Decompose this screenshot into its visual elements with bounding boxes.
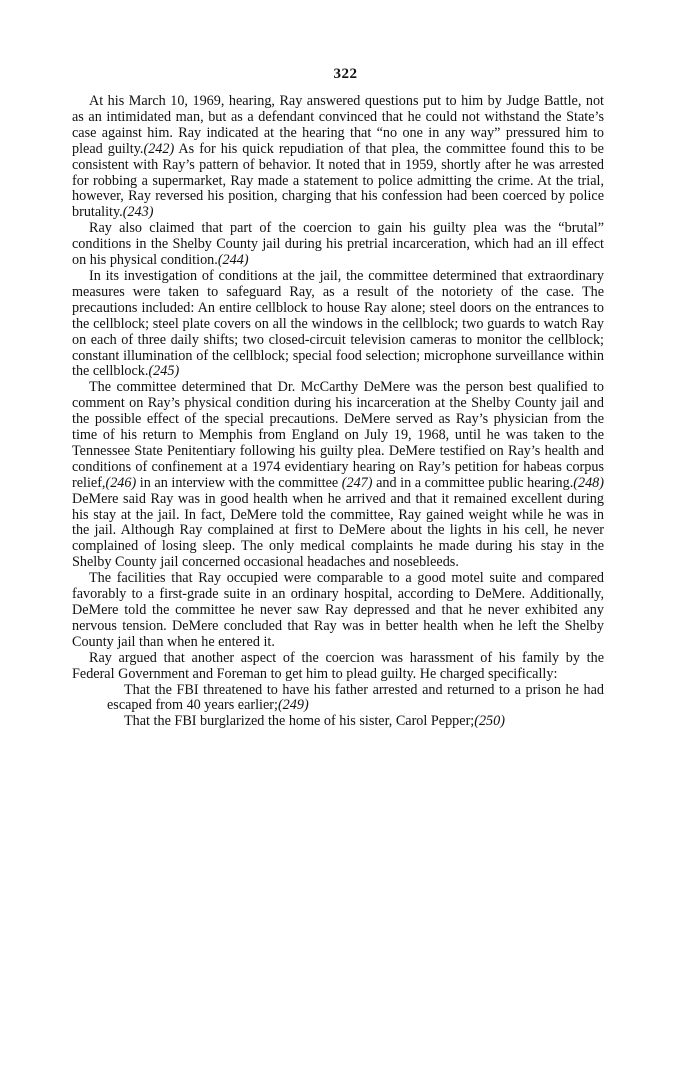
paragraph-text: As for his quick repudiation of that plea, the committee found this to be consistent with Ray’s pattern of behavior. It noted that in 1959, shortly after he was arrested for robbing a supermarket, Ray made a statement to police admitting the crime. At the trial, however, Ray reversed his position, charging that his confession had been coerced by police brutality.: [72, 140, 604, 221]
body-paragraph: [72, 651, 604, 683]
body-paragraph: [72, 380, 604, 571]
citation-reference: (242): [143, 140, 175, 157]
paragraph-text: At his March 10, 1969, hearing, Ray answered questions put to him by Judge Battle, not as an intimidated man, but as a defendant convinced that he could not withstand the State’s case against him. Ray indicated at the hearing that “no one in any way” pressured him to plead guilty.: [72, 93, 604, 157]
paragraph-text: In its investigation of conditions at the jail, the committee determined that extraordinary measures were taken to safeguard Ray, as a result of the notoriety of the case. The precautions included: An entire cellblock to house Ray alone; steel doors on the entrances to the cellblock; steel plate covers on all the windows in the cellblock; two guards to watch Ray on each of three daily shifts; two closed-circuit television cameras to monitor the cellblock; constant illumination of the cellblock; special food selection; microphone surveillance within the cellblock.: [72, 267, 604, 380]
paragraph-text: The committee determined that Dr. McCarthy DeMere was the person best qualified to comment on Ray’s physical condition during his incarceration at the Shelby County jail and the possible effect of the special precautions. DeMere served as Ray’s physician from the time of his return to Memphis from England on July 19, 1968, until he was taken to the Tennessee State Penitentiary following his guilty plea. DeMere testified on Ray’s health and conditions of confinement at a 1974 evidentiary hearing on Ray’s petition for habeas corpus relief,: [72, 379, 604, 491]
paragraph-text: That the FBI burglarized the home of his sister, Carol Pepper;: [124, 713, 475, 730]
body-text: [72, 94, 604, 730]
paragraph-text: The facilities that Ray occupied were comparable to a good motel suite and compared favorably to a first-grade suite in an ordinary hospital, according to DeMere. Additionally, DeMere told the committee he never saw Ray depressed and that he never exhibited any nervous tension. DeMere concluded that Ray was in better health when he left the Shelby County jail than when he entered it.: [72, 570, 604, 650]
citation-reference: (249): [277, 697, 309, 714]
citation-reference: (246): [105, 474, 137, 491]
body-paragraph: [72, 94, 604, 221]
quoted-charge-paragraph: [72, 714, 604, 730]
body-paragraph: [72, 221, 604, 269]
citation-reference: (250): [474, 713, 505, 730]
citation-reference: (243): [122, 204, 154, 221]
citation-reference: (244): [217, 252, 249, 269]
paragraph-text: That the FBI threatened to have his father arrested and returned to a prison he had escaped from 40 years earlier;: [107, 681, 604, 714]
citation-reference: (245): [148, 363, 180, 380]
page-number: 322: [333, 66, 358, 82]
paragraph-text: and in a committee public hearing.: [372, 474, 574, 491]
quoted-charge-paragraph: [72, 683, 604, 715]
citation-reference: (247): [341, 474, 373, 491]
paragraph-text: Ray also claimed that part of the coercion to gain his guilty plea was the “brutal” conditions in the Shelby County jail during his pretrial incarceration, which had an ill effect on his physical condition.: [72, 220, 604, 269]
paragraph-text: Ray argued that another aspect of the coercion was harassment of his family by the Federal Government and Foreman to get him to plead guilty. He charged specifically:: [72, 649, 604, 682]
body-paragraph: [72, 571, 604, 651]
body-paragraph: [72, 269, 604, 380]
paragraph-text: in an interview with the committee: [136, 474, 342, 491]
paragraph-text: DeMere said Ray was in good health when he arrived and that it remained excellent during his stay at the jail. In fact, DeMere told the committee, Ray gained weight while he was in the jail. Although Ray complained at first to DeMere about the lights in his cell, he never complained of losing sleep. The only medical complaints he made during his stay in the Shelby County jail concerned occasional headaches and nosebleeds.: [72, 490, 604, 571]
citation-reference: (248): [573, 474, 604, 491]
